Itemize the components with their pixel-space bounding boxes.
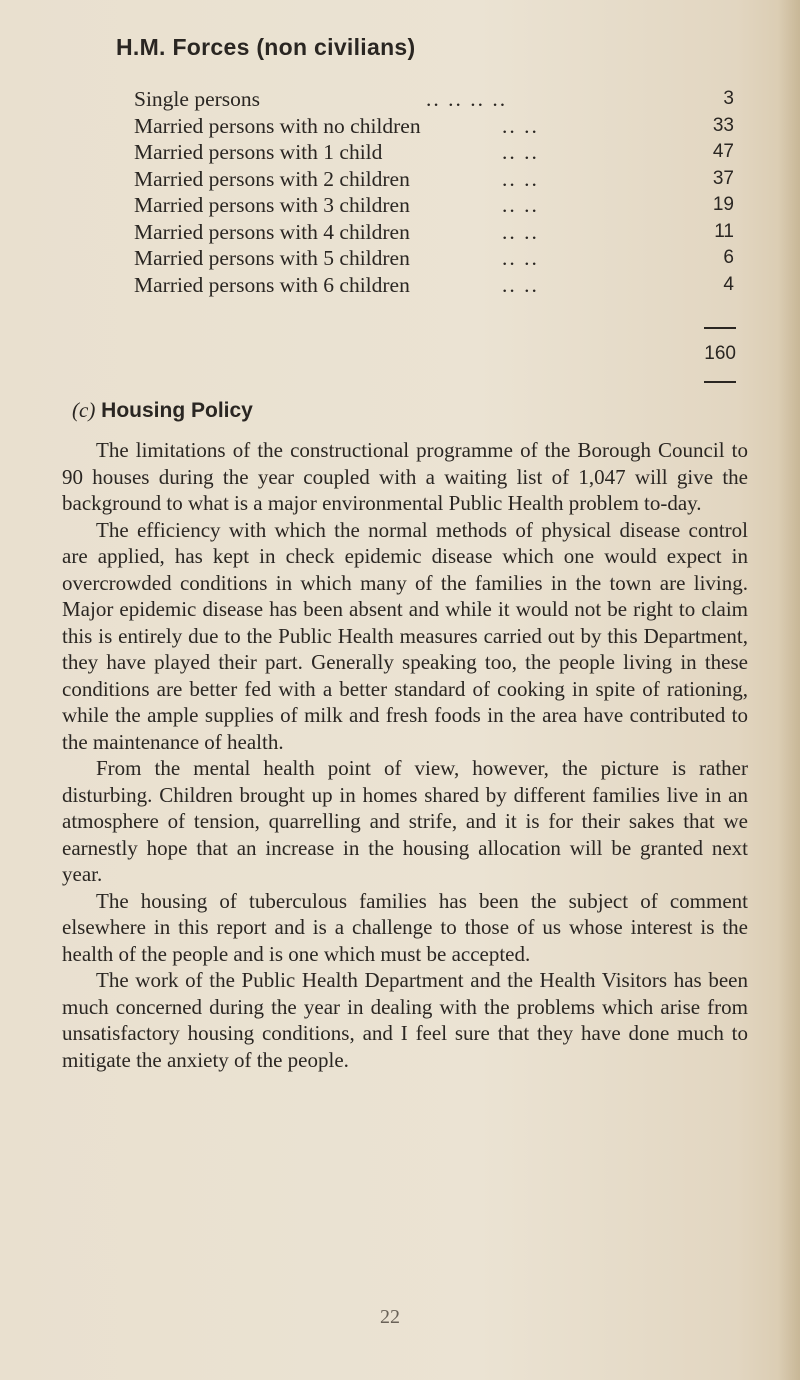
row-label: Married persons with 5 children <box>134 246 410 270</box>
forces-section-title: H.M. Forces (non civilians) <box>116 34 416 60</box>
page-number: 22 <box>380 1306 400 1328</box>
total-value: 160 <box>704 343 736 364</box>
paragraph: The efficiency with which the normal methods of physical disease control are applied, has kept in check epidemic disease which one would expect in overcrowded conditions in which many of the families in the town are living. Major epidemic disease has been absent and while it would not be right to claim this is entirely due to the Public Health measures carried out by this Department, they have played their part. Generally speaking too, the people living in these conditions are better fed with a better standard of cooking in spite of rationing, while the ample supplies of milk and fresh foods in the area have contributed to the maintenance of health. <box>62 517 748 754</box>
row-label: Married persons with no children <box>134 113 421 138</box>
row-label: Single persons <box>134 87 261 111</box>
row-value: 47 <box>712 141 734 162</box>
paragraph: The work of the Public Health Department and the Health Visitors has been much concerned during the year in dealing with the problems which arise from unsatisfactory housing conditions, and I feel sure that they have done much to mitigate the anxiety of the people. <box>62 968 748 1072</box>
page-edge-shadow <box>778 0 800 1380</box>
table-row <box>134 139 740 166</box>
row-label: Married persons with 3 children <box>134 193 410 217</box>
forces-count-table <box>134 86 740 298</box>
total-rule <box>704 381 736 383</box>
row-value: 6 <box>723 247 734 268</box>
row-leader-dots: .. .. <box>502 246 539 270</box>
section-heading-text: Housing Policy <box>101 399 253 422</box>
row-leader-dots: .. .. <box>502 219 539 244</box>
section-letter: (c) <box>72 398 96 422</box>
row-leader-dots: .. .. .. .. <box>426 87 508 111</box>
row-value: 3 <box>723 88 734 109</box>
paragraph: The limitations of the constructional programme of the Borough Council to 90 houses during the year coupled with a waiting list of 1,047 will give the background to what is a major environmental Public Health problem to-day. <box>62 438 748 515</box>
row-value: 4 <box>723 273 734 295</box>
subtotal-rule <box>704 327 736 329</box>
row-leader-dots: .. .. <box>502 166 539 191</box>
table-row <box>134 113 740 140</box>
row-label: Married persons with 1 child <box>134 140 383 164</box>
row-value: 33 <box>712 114 734 136</box>
table-row <box>134 192 740 219</box>
row-leader-dots: .. .. <box>502 193 539 217</box>
row-label: Married persons with 2 children <box>134 166 410 191</box>
row-leader-dots: .. .. <box>502 272 539 297</box>
housing-policy-heading <box>72 398 253 423</box>
housing-policy-body <box>62 437 748 1073</box>
paragraph: From the mental health point of view, however, the picture is rather disturbing. Children brought up in homes shared by different families live in an atmosphere of tension, quarrelling and strife, and it is for their sakes that we earnestly hope that an increase in the housing allocation will be granted next year. <box>62 756 748 886</box>
table-row <box>134 245 740 272</box>
row-leader-dots: .. .. <box>502 113 539 138</box>
row-value: 19 <box>712 194 734 215</box>
row-label: Married persons with 6 children <box>134 272 410 297</box>
table-row <box>134 86 740 113</box>
row-value: 11 <box>714 220 734 242</box>
row-label: Married persons with 4 children <box>134 219 410 244</box>
table-row <box>134 272 740 299</box>
row-leader-dots: .. .. <box>502 140 539 164</box>
row-value: 37 <box>712 167 734 189</box>
paragraph: The housing of tuberculous families has been the subject of comment elsewhere in this report and is a challenge to those of us whose interest is the health of the people and is one which must be accepted. <box>62 888 748 966</box>
table-row <box>134 166 740 193</box>
table-row <box>134 219 740 246</box>
